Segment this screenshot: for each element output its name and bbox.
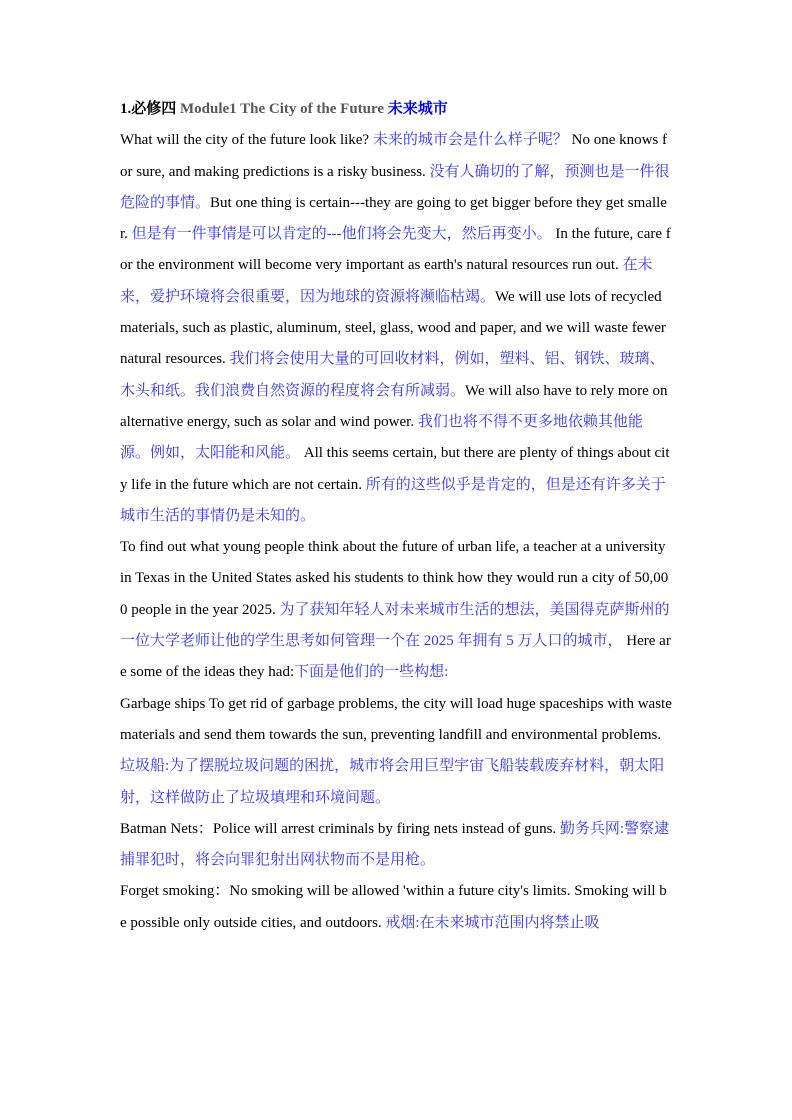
document-body [120, 125, 672, 939]
heading-title-en: Module1 The City of the Future [180, 101, 385, 117]
english-text: Here are some of the ideas they had: [120, 633, 671, 681]
english-text: But one thing is certain---they are going to get bigger before they get smaller. [120, 194, 667, 243]
paragraph [120, 814, 672, 877]
chinese-translation-text: 我们将会使用大量的可回收材料，例如，塑料、铝、钢铁、玻璃、木头和纸。我们浪费自然资源的程度将会有所减弱。 [120, 351, 665, 399]
paragraph [120, 125, 672, 532]
english-text: All this seems certain, but there are plenty of things about city life in the future which are not certain. [120, 445, 670, 493]
english-text: Batman Nets：Police will arrest criminals by firing nets instead of guns. [120, 820, 560, 837]
chinese-translation-text: 勤务兵网:警察逮捕罪犯时，将会向罪犯射出网状物而不是用枪。 [120, 820, 670, 869]
heading-title-cn: 未来城市 [387, 101, 448, 117]
chinese-translation-text: 垃圾船:为了摆脱垃圾问题的困扰，城市将会用巨型宇宙飞船装载废弃材料，朝太阳射，这样做防止了垃圾填埋和环境间题。 [120, 758, 665, 806]
chinese-translation-text: 在未来，爱护环境将会很重要，因为地球的资源将濒临枯竭。 [120, 257, 653, 305]
english-text: What will the city of the future look like? [120, 132, 373, 149]
english-text: Garbage ships To get rid of garbage problems, the city will load huge spaceships with waste materials and send them towards the sun, preventing landfill and environmental problems. [120, 695, 672, 743]
english-text: To find out what young people think about the future of urban life, a teacher at a university in Texas in the United States asked his students to think how they would run a city of 50,000 people in the year 2025. [120, 539, 669, 618]
chinese-translation-text: 没有人确切的了解，预测也是一件很危险的事情。 [120, 163, 670, 211]
section-heading [120, 94, 672, 125]
english-text: Forget smoking：No smoking will be allowed 'within a future city's limits. Smoking will be possible only outside cities, and outdoors. [120, 883, 667, 931]
paragraph [120, 532, 672, 688]
chinese-translation-text: 下面是他们的一些构想: [294, 664, 449, 681]
chinese-translation-text: 为了获知年轻人对未来城市生活的想法，美国得克萨斯州的一位大学老师让他的学生思考如何管理一个在 2025 年拥有 5 万人口的城市， [120, 601, 670, 650]
chinese-translation-text: 戒烟:在未来城市范围内将禁止吸 [385, 914, 600, 931]
english-text: In the future, care for the environment will become very important as earth's natural resources run out. [120, 226, 671, 274]
heading-number: 1. [120, 101, 132, 117]
chinese-translation-text: 所有的这些似乎是肯定的，但是还有许多关于城市生活的事情仍是未知的。 [120, 476, 666, 524]
chinese-translation-text: 我们也将不得不更多地依赖其他能源。例如，太阳能和风能。 [120, 413, 643, 462]
paragraph [120, 689, 672, 814]
document-page [120, 94, 672, 939]
chinese-translation-text: 但是有一件事情是可以肯定的---他们将会先变大，然后再变小。 [131, 226, 556, 243]
paragraph [120, 876, 672, 939]
english-text: We will also have to rely more on alternative energy, such as solar and wind power. [120, 382, 668, 430]
chinese-translation-text: 未来的城市会是什么样子呢？ [372, 132, 572, 149]
english-text: We will use lots of recycled materials, such as plastic, aluminum, steel, glass, wood and paper, and we will waste fewer natural resources. [120, 288, 666, 368]
english-text: No one knows for sure, and making predictions is a risky business. [120, 132, 668, 180]
heading-book: 必修四 [131, 101, 177, 117]
